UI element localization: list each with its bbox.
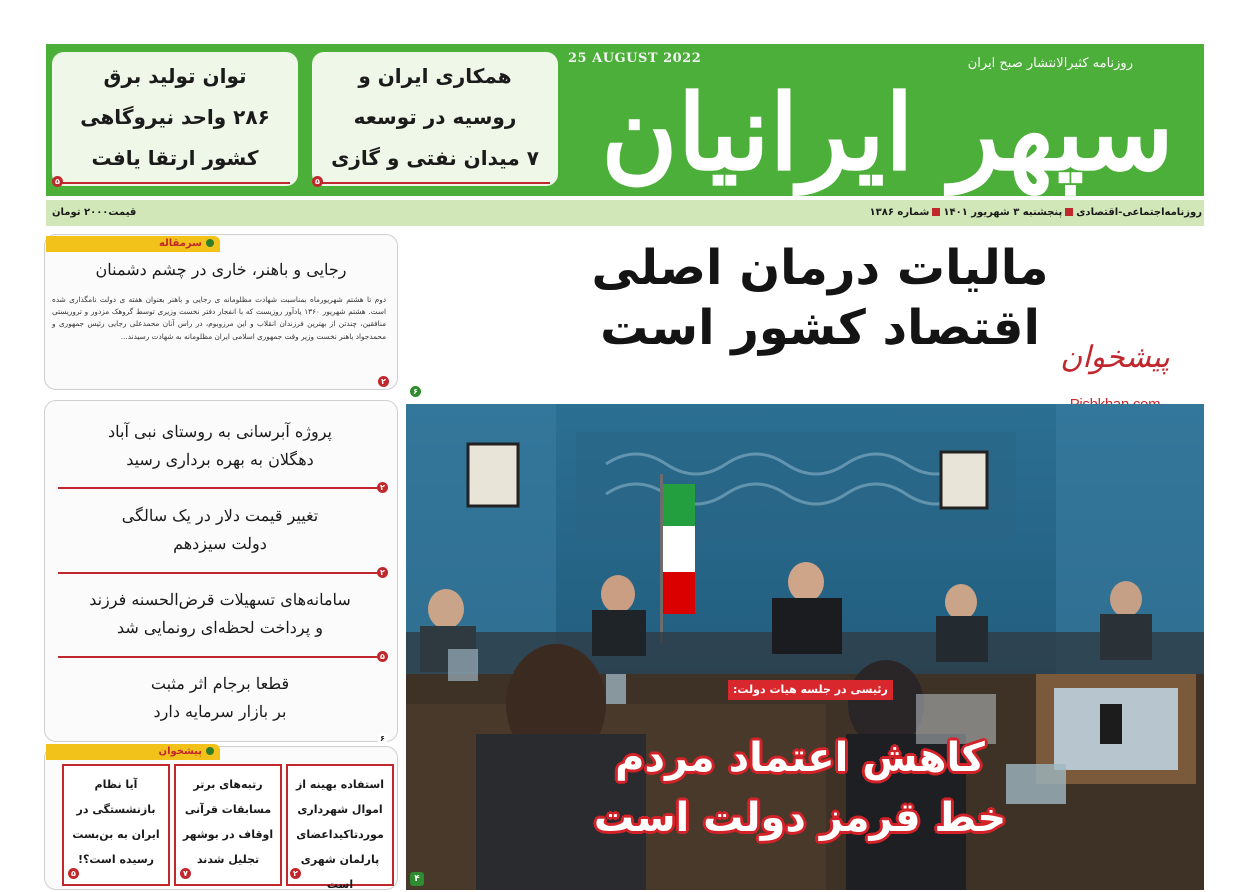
news-divider — [58, 572, 384, 574]
card-line: ایران به بن‌بست — [72, 828, 160, 841]
news-divider — [58, 487, 384, 489]
card-line: استفاده بهینه از — [295, 778, 385, 791]
page-number-badge: ۷ — [180, 868, 191, 879]
issue-date: پنجشنبه ۳ شهریور ۱۴۰۱ — [943, 207, 1063, 218]
tab-bullet-icon — [206, 239, 214, 247]
news-item[interactable] — [60, 418, 380, 474]
page-number-badge: ۵ — [312, 176, 323, 187]
card-line: رسیده است؟! — [78, 853, 154, 866]
editorial-body: دوم تا هشتم شهریورماه بمناسبت شهادت مظلومانه ی رجایی و باهنر بعنوان هفته ی دولت نامگذاری شده است. هشتم شهریور ۱۳۶۰ یادآور روزیست که با انفجار دفتر نخست وزیری توسط گروهک مزدور و تروریستی منافقین، چندتن از بهترین فرزندان انقلاب و این مرزوبوم، در راس آنان محمدعلی رجایی رئیس جمهوری و محمدجواد باهنر نخست وزیر وقت جمهوری اسلامی ایران مظلومانه به شهادت رسیدند... — [52, 295, 386, 341]
page-number-badge: ۶ — [410, 386, 421, 397]
teaser-line: کشور ارتقا یافت — [91, 146, 259, 170]
teaser-line: ۲۸۶ واحد نیروگاهی — [80, 105, 270, 129]
card-line: پارلمان شهری است — [300, 853, 380, 891]
news-item[interactable] — [60, 670, 380, 726]
teaser-line: ۷ میدان نفتی و گازی — [331, 146, 539, 170]
masthead-tagline: روزنامه کثیرالانتشار صبح ایران — [967, 56, 1133, 71]
card-line: موردتاکیداعضای — [296, 828, 384, 841]
news-item-line: و پرداخت لحظه‌ای رونمایی شد — [116, 618, 324, 637]
card-line: اوقاف در بوشهر — [182, 828, 274, 841]
watermark-logo: پیشخوان — [1060, 340, 1170, 375]
page-number-badge: ۲ — [378, 376, 389, 387]
teaser-line: توان تولید برق — [103, 64, 247, 88]
issue-info — [870, 207, 1202, 218]
main-headline[interactable] — [520, 238, 1120, 358]
card-line: بازنشستگی در — [76, 803, 156, 816]
teaser-underline — [60, 182, 290, 184]
main-headline-line: اقتصاد کشور است — [600, 300, 1040, 356]
news-item-line: قطعا برجام اثر مثبت — [150, 674, 290, 693]
card-line: اموال شهرداری — [297, 803, 383, 816]
main-headline-line: مالیات درمان اصلی — [591, 240, 1049, 296]
editorial-label: سرمقاله — [158, 238, 202, 249]
page-number-badge: ۲ — [377, 482, 388, 493]
teaser-underline — [320, 182, 550, 184]
page-number-badge: ۵ — [52, 176, 63, 187]
teaser-power-plants[interactable] — [52, 52, 298, 186]
photo-headline-line: کاهش اعتماد مردم — [615, 735, 985, 781]
page-number-badge: ۲ — [290, 868, 301, 879]
page-number-badge: ۲ — [377, 567, 388, 578]
page-number-badge: ۵ — [377, 651, 388, 662]
news-item-line: بر بازار سرمایه دارد — [153, 702, 287, 721]
card-line: مسابقات قرآنی — [184, 803, 272, 816]
tab-bullet-icon — [206, 747, 214, 755]
news-item[interactable] — [60, 502, 380, 558]
pishkhan-card-pension-system[interactable] — [62, 764, 170, 886]
news-item-line: دهگلان به بهره برداری رسید — [126, 450, 314, 469]
news-item-line: پروژه آبرسانی به روستای نبی آباد — [108, 422, 332, 441]
photo-headline[interactable] — [520, 728, 1080, 848]
pishkhan-card-quran-contest[interactable] — [174, 764, 282, 886]
editorial-title: رجایی و باهنر، خاری در چشم دشمنان — [95, 260, 347, 279]
newspaper-logo: سپهر ایرانیان — [601, 71, 1174, 194]
masthead-date: 25 AUGUST 2022 — [568, 51, 702, 66]
card-line: رتبه‌های برتر — [193, 778, 263, 791]
page-number-badge: ۶ — [377, 733, 388, 744]
news-item[interactable] — [60, 586, 380, 642]
page-number-badge: ۴ — [410, 872, 424, 886]
news-divider — [58, 656, 384, 658]
separator-square — [932, 208, 940, 216]
pishkhan-label: پیشخوان — [158, 746, 202, 757]
news-item-line: تغییر قیمت دلار در یک سالگی — [121, 506, 319, 525]
news-item-line: سامانه‌های تسهیلات قرض‌الحسنه فرزند — [89, 590, 351, 609]
card-line: آیا نظام — [94, 778, 138, 791]
editorial-tab — [46, 236, 220, 252]
pishkhan-tab — [46, 744, 220, 760]
issue-number: شماره ۱۳۸۶ — [869, 207, 930, 218]
teaser-line: روسیه در توسعه — [353, 105, 517, 129]
teaser-russia-oilfields[interactable] — [312, 52, 558, 186]
pishkhan-card-municipal-assets[interactable] — [286, 764, 394, 891]
price-label: قیمت۲۰۰۰ تومان — [52, 207, 137, 218]
photo-headline-line: خط قرمز دولت است — [593, 795, 1007, 841]
separator-square — [1065, 208, 1073, 216]
paper-type: روزنامه‌اجتماعی-اقتصادی — [1076, 207, 1202, 218]
photo-caption: رئیسی در جلسه هیات دولت: — [728, 680, 893, 700]
teaser-line: همکاری ایران و — [358, 64, 512, 88]
page-number-badge: ۵ — [68, 868, 79, 879]
news-item-line: دولت سیزدهم — [173, 534, 267, 553]
card-line: تجلیل شدند — [196, 853, 260, 866]
